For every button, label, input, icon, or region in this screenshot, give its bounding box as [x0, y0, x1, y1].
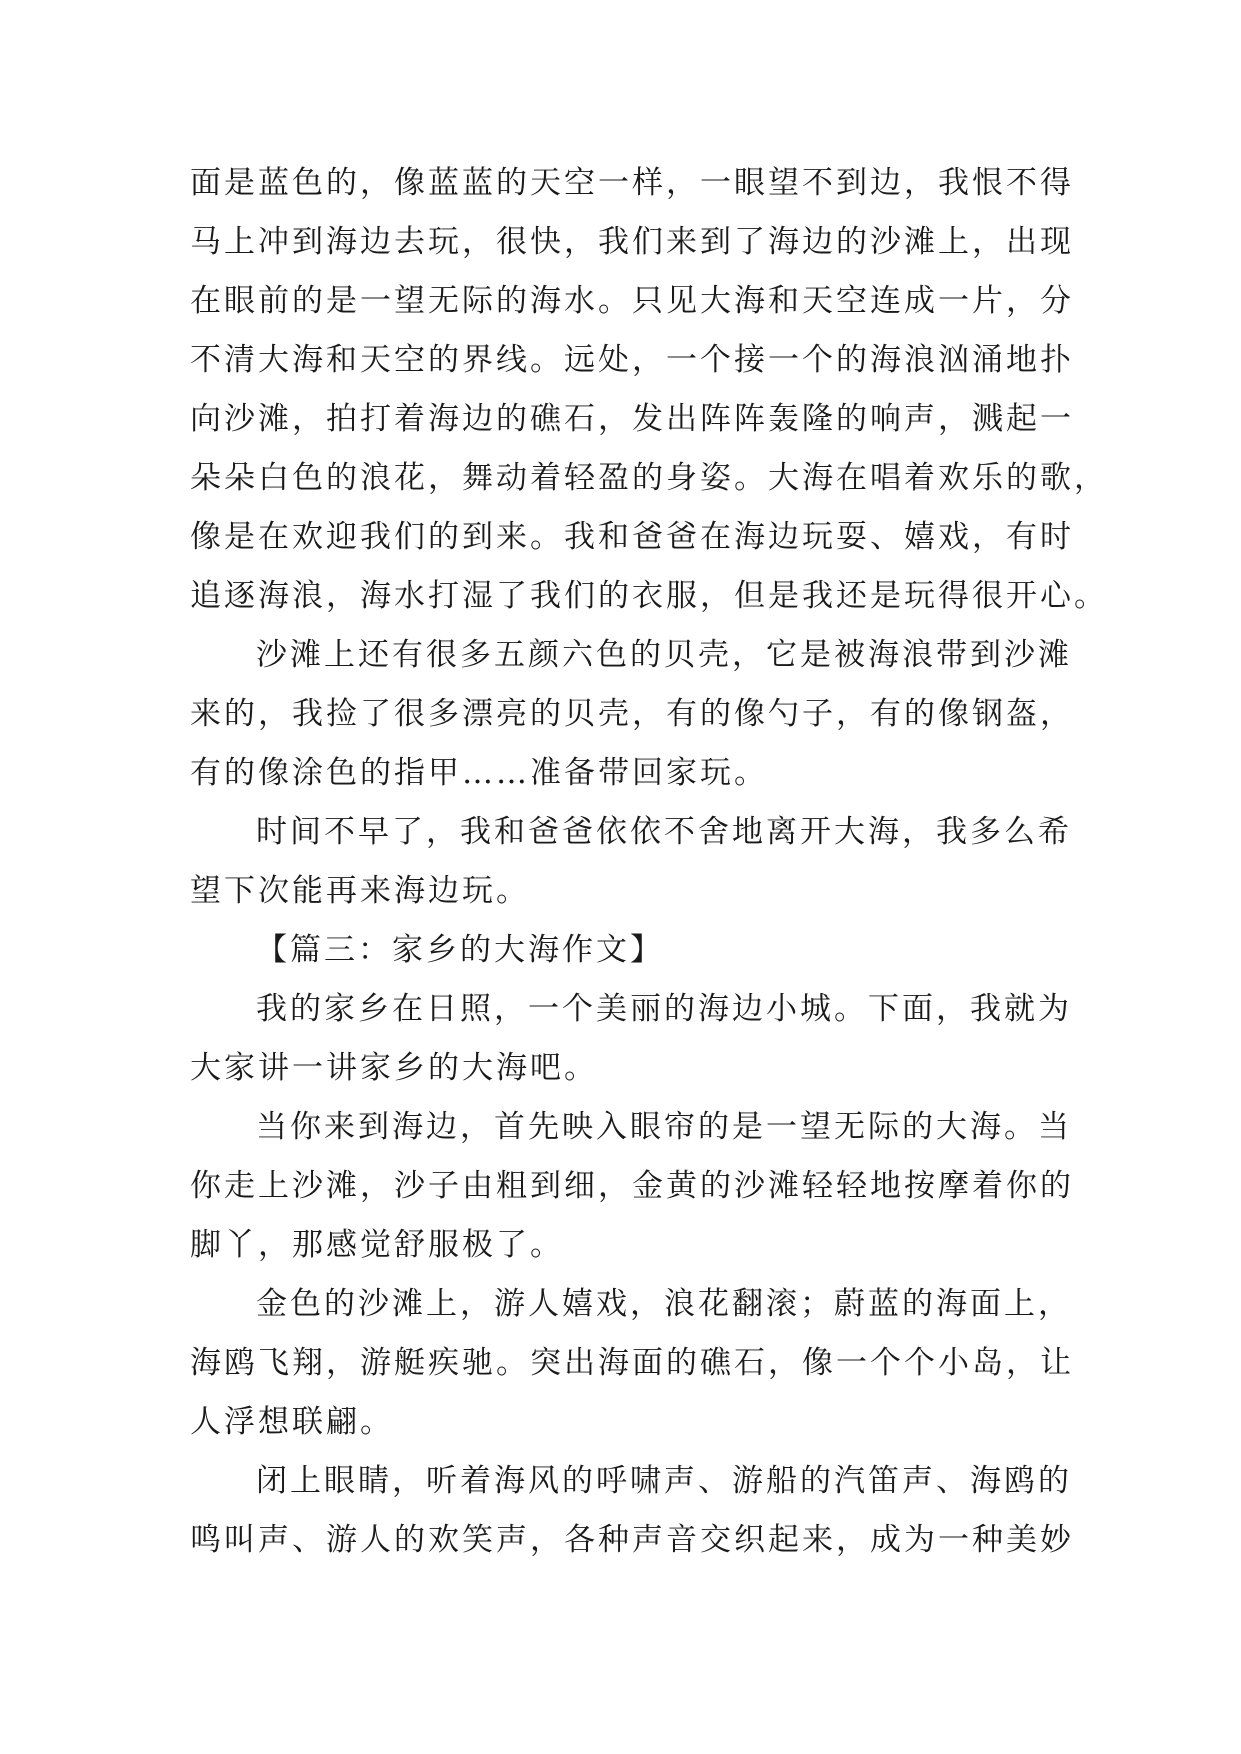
paragraph-start-line: 沙滩上还有很多五颜六色的贝壳，它是被海浪带到沙滩 — [256, 637, 1072, 673]
paragraph-start-line: 我的家乡在日照，一个美丽的海边小城。下面，我就为 — [256, 991, 1072, 1027]
text-line: 海鸥飞翔，游艇疾驰。突出海面的礁石，像一个个小岛，让 — [190, 1345, 1074, 1381]
paragraph-start-line: 当你来到海边，首先映入眼帘的是一望无际的大海。当 — [256, 1109, 1072, 1145]
text-line: 大家讲一讲家乡的大海吧。 — [190, 1050, 598, 1086]
paragraph-start-line: 闭上眼睛，听着海风的呼啸声、游船的汽笛声、海鸥的 — [256, 1463, 1072, 1499]
text-line: 追逐海浪，海水打湿了我们的衣服，但是我还是玩得很开心。 — [190, 578, 1108, 614]
text-line: 人浮想联翩。 — [190, 1404, 394, 1440]
text-line: 马上冲到海边去玩，很快，我们来到了海边的沙滩上，出现 — [190, 224, 1074, 260]
text-line: 面是蓝色的，像蓝蓝的天空一样，一眼望不到边，我恨不得 — [190, 165, 1074, 201]
text-line: 鸣叫声、游人的欢笑声，各种声音交织起来，成为一种美妙 — [190, 1522, 1074, 1558]
document-page — [190, 154, 1108, 1570]
text-line: 你走上沙滩，沙子由粗到细，金黄的沙滩轻轻地按摩着你的 — [190, 1168, 1074, 1204]
text-line: 脚丫，那感觉舒服极了。 — [190, 1227, 564, 1263]
text-line: 向沙滩，拍打着海边的礁石，发出阵阵轰隆的响声，溅起一 — [190, 401, 1074, 437]
text-line: 来的，我捡了很多漂亮的贝壳，有的像勺子，有的像钢盔， — [190, 696, 1074, 732]
text-line: 不清大海和天空的界线。远处，一个接一个的海浪汹涌地扑 — [190, 342, 1074, 378]
section-heading: 【篇三：家乡的大海作文】 — [256, 932, 664, 968]
text-line: 望下次能再来海边玩。 — [190, 873, 530, 909]
text-line: 像是在欢迎我们的到来。我和爸爸在海边玩耍、嬉戏，有时 — [190, 519, 1074, 555]
paragraph-start-line: 金色的沙滩上，游人嬉戏，浪花翻滚；蔚蓝的海面上， — [256, 1286, 1072, 1322]
paragraph-start-line: 时间不早了，我和爸爸依依不舍地离开大海，我多么希 — [256, 814, 1072, 850]
text-line: 在眼前的是一望无际的海水。只见大海和天空连成一片，分 — [190, 283, 1074, 319]
text-line: 有的像涂色的指甲……准备带回家玩。 — [190, 755, 768, 791]
text-line: 朵朵白色的浪花，舞动着轻盈的身姿。大海在唱着欢乐的歌， — [190, 460, 1108, 496]
